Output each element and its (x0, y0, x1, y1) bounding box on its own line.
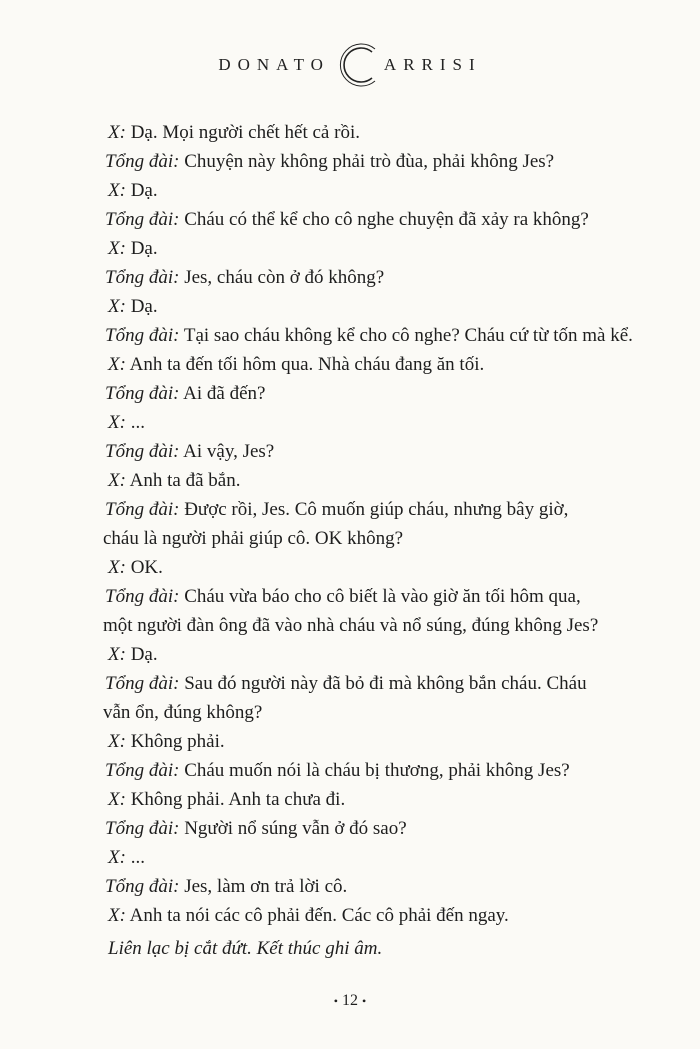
dialogue-entry (0, 205, 700, 234)
dialogue-entry (0, 843, 700, 872)
speaker-label: X: (108, 731, 126, 752)
dialogue-entry (0, 176, 700, 205)
speaker-label: Tổng đài: (105, 441, 180, 462)
dialogue-text: Tại sao cháu không kể cho cô nghe? Cháu cứ từ tốn mà kể. (183, 325, 633, 346)
running-header (0, 42, 700, 88)
dialogue-line (0, 553, 700, 582)
speaker-label: Tổng đài: (105, 876, 180, 897)
logo-c-mark (336, 42, 382, 88)
dialogue-entry (0, 814, 700, 843)
dialogue-line (0, 118, 700, 147)
closing-note: Liên lạc bị cắt đứt. Kết thúc ghi âm. (108, 938, 383, 959)
dialogue-line (0, 437, 700, 466)
dialogue-line (0, 727, 700, 756)
dialogue-text: Dạ. Mọi người chết hết cả rồi. (130, 122, 360, 143)
speaker-label: Tổng đài: (105, 586, 180, 607)
dialogue-text: Ai đã đến? (183, 383, 266, 404)
dialogue-line (0, 582, 700, 611)
speaker-label: X: (108, 644, 126, 665)
speaker-label: Tổng đài: (105, 760, 180, 781)
dialogue-line (0, 466, 700, 495)
dialogue-line (0, 205, 700, 234)
dialogue-entry (0, 437, 700, 466)
speaker-label: X: (108, 557, 126, 578)
dialogue-line (0, 669, 700, 698)
speaker-label: X: (108, 847, 126, 868)
speaker-label: Tổng đài: (105, 151, 180, 172)
dialogue-entry (0, 379, 700, 408)
dialogue-text: Cháu vừa báo cho cô biết là vào giờ ăn tối hôm qua, (184, 586, 581, 607)
dialogue-transcript (0, 118, 700, 930)
speaker-label: X: (108, 122, 126, 143)
dialogue-text: OK. (130, 557, 163, 578)
dialogue-entry (0, 669, 700, 727)
dialogue-entry (0, 553, 700, 582)
dialogue-entry (0, 263, 700, 292)
dialogue-entry (0, 466, 700, 495)
dialogue-entry (0, 408, 700, 437)
dialogue-line (0, 147, 700, 176)
dialogue-text: Anh ta nói các cô phải đến. Các cô phải đến ngay. (129, 905, 509, 926)
speaker-label: X: (108, 412, 126, 433)
dialogue-text: Anh ta đã bắn. (129, 470, 241, 491)
speaker-label: Tổng đài: (105, 267, 180, 288)
dialogue-line (0, 640, 700, 669)
page-number-value: 12 (342, 992, 358, 1009)
dialogue-text: Dạ. (130, 238, 158, 259)
speaker-label: X: (108, 296, 126, 317)
speaker-label: X: (108, 354, 126, 375)
speaker-label: Tổng đài: (105, 383, 180, 404)
dialogue-text: Không phải. Anh ta chưa đi. (130, 789, 346, 810)
dialogue-continuation: một người đàn ông đã vào nhà cháu và nổ súng, đúng không Jes? (103, 615, 599, 636)
dialogue-entry (0, 321, 700, 350)
dialogue-line (0, 379, 700, 408)
dialogue-line (0, 814, 700, 843)
speaker-label: X: (108, 180, 126, 201)
dialogue-text: Cháu có thể kể cho cô nghe chuyện đã xảy ra không? (184, 209, 589, 230)
dialogue-continuation: cháu là người phải giúp cô. OK không? (103, 528, 404, 549)
dialogue-text: Người nổ súng vẫn ở đó sao? (184, 818, 407, 839)
dialogue-text: Chuyện này không phải trò đùa, phải không Jes? (184, 151, 555, 172)
dialogue-entry (0, 785, 700, 814)
speaker-label: Tổng đài: (105, 209, 180, 230)
dialogue-line (0, 495, 700, 524)
dialogue-text: Được rồi, Jes. Cô muốn giúp cháu, nhưng bây giờ, (184, 499, 569, 520)
dialogue-entry (0, 234, 700, 263)
dialogue-continuation: vẫn ổn, đúng không? (103, 702, 263, 723)
dialogue-line (0, 872, 700, 901)
dialogue-text: Dạ. (130, 296, 158, 317)
author-last-name: ARRISI (383, 55, 482, 74)
dialogue-entry (0, 147, 700, 176)
dialogue-entry (0, 495, 700, 553)
dialogue-entry (0, 118, 700, 147)
dialogue-line (0, 785, 700, 814)
dialogue-line (0, 263, 700, 292)
speaker-label: Tổng đài: (105, 818, 180, 839)
dialogue-text: Anh ta đến tối hôm qua. Nhà cháu đang ăn tối. (129, 354, 485, 375)
dialogue-text: Cháu muốn nói là cháu bị thương, phải không Jes? (184, 760, 570, 781)
dialogue-entry (0, 756, 700, 785)
dialogue-text: ... (130, 847, 145, 868)
dialogue-entry (0, 727, 700, 756)
dialogue-entry (0, 901, 700, 930)
dialogue-line (0, 843, 700, 872)
dialogue-text: Dạ. (130, 180, 158, 201)
speaker-label: X: (108, 470, 126, 491)
speaker-label: X: (108, 905, 126, 926)
dialogue-line (0, 350, 700, 379)
dialogue-line (0, 901, 700, 930)
dialogue-text: Không phải. (130, 731, 225, 752)
dialogue-text: Sau đó người này đã bỏ đi mà không bắn cháu. Cháu (184, 673, 587, 694)
page-number: • 12 • (333, 992, 367, 1009)
dialogue-entry (0, 872, 700, 901)
dialogue-entry (0, 292, 700, 321)
dialogue-text: Ai vậy, Jes? (183, 441, 275, 462)
dialogue-line (0, 292, 700, 321)
dialogue-entry (0, 582, 700, 640)
speaker-label: Tổng đài: (105, 673, 180, 694)
speaker-label: Tổng đài: (105, 325, 180, 346)
dialogue-text: Jes, cháu còn ở đó không? (184, 267, 385, 288)
dialogue-line (0, 756, 700, 785)
speaker-label: Tổng đài: (105, 499, 180, 520)
speaker-label: X: (108, 789, 126, 810)
dialogue-line (0, 176, 700, 205)
author-logo (336, 42, 382, 88)
dialogue-text: Jes, làm ơn trả lời cô. (184, 876, 348, 897)
dialogue-line (0, 234, 700, 263)
dialogue-entry (0, 350, 700, 379)
dialogue-entry (0, 640, 700, 669)
speaker-label: X: (108, 238, 126, 259)
dialogue-text: Dạ. (130, 644, 158, 665)
dialogue-text: ... (130, 412, 145, 433)
dialogue-line (0, 321, 700, 350)
dialogue-line (0, 408, 700, 437)
author-first-name: DONATO (218, 55, 330, 74)
